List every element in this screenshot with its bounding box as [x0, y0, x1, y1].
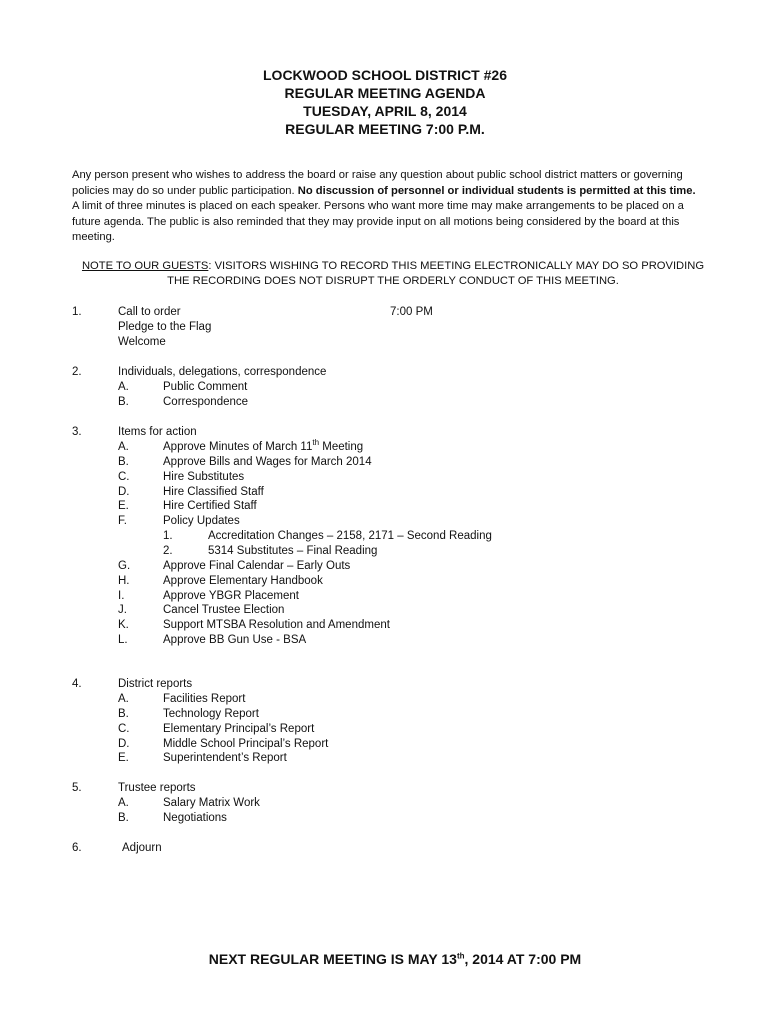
item-1-line-2: Pledge to the Flag: [118, 321, 212, 333]
item-1-title: Call to order: [118, 306, 181, 318]
item-3-sub-letter: H.: [118, 575, 130, 587]
item-5-title: Trustee reports: [118, 782, 196, 794]
guest-note-text: : VISITORS WISHING TO RECORD THIS MEETING ELECTRONICALLY MAY DO SO PROVIDING THE RECORDING DOES NOT DISRUPT THE ORDERLY CONDUCT OF THIS MEETING.: [167, 260, 705, 287]
item-5-sub-letter: A.: [118, 797, 129, 809]
item-3-sub-text: Policy Updates: [163, 515, 240, 527]
item-5-sub-text: Salary Matrix Work: [163, 797, 260, 809]
item-3-sub-text: Approve YBGR Placement: [163, 590, 299, 602]
item-3-sub-text: Approve Final Calendar – Early Outs: [163, 560, 351, 572]
item-4-sub-text: Middle School Principal’s Report: [163, 738, 329, 750]
item-3-sub-text: Approve BB Gun Use - BSA: [163, 634, 307, 646]
item-3-sub-letter: B.: [118, 456, 129, 468]
item-3-sub-text: Hire Classified Staff: [163, 486, 264, 498]
guest-note: [72, 259, 714, 289]
policy-update-number: 2.: [163, 545, 173, 557]
item-4-title: District reports: [118, 678, 193, 690]
policy-update-text: 5314 Substitutes – Final Reading: [208, 545, 378, 557]
item-4-sub-text: Superintendent’s Report: [163, 752, 287, 764]
meeting-time-heading: REGULAR MEETING 7:00 P.M.: [285, 121, 485, 137]
item-3-sub-text: Hire Substitutes: [163, 471, 245, 483]
item-6-title: Adjourn: [122, 842, 162, 854]
next-meeting-notice: NEXT REGULAR MEETING IS MAY 13th, 2014 AT 7:00 PM: [208, 951, 582, 967]
item-3-sub-letter: L.: [118, 634, 128, 646]
district-title: LOCKWOOD SCHOOL DISTRICT #26: [263, 67, 507, 83]
item-5-sub-letter: B.: [118, 812, 129, 824]
item-1-number: 1.: [72, 306, 82, 318]
item-3-sub-letter: I.: [118, 590, 125, 602]
item-2-sub-text: Correspondence: [163, 396, 249, 408]
item-2-sub-letter: B.: [118, 396, 129, 408]
item-3-sub-text: Support MTSBA Resolution and Amendment: [163, 619, 390, 631]
item-2-sub-letter: A.: [118, 381, 129, 393]
item-3-sub-letter: C.: [118, 471, 130, 483]
item-4-sub-text: Elementary Principal’s Report: [163, 723, 315, 735]
item-3-title: Items for action: [118, 426, 197, 438]
item-4-sub-text: Facilities Report: [163, 693, 246, 705]
item-1-line-3: Welcome: [118, 336, 166, 348]
item-4-sub-letter: A.: [118, 693, 129, 705]
item-3-sub-text: Approve Minutes of March 11th Meeting: [163, 438, 364, 453]
item-4-sub-text: Technology Report: [163, 708, 259, 720]
item-5-sub-text: Negotiations: [163, 812, 227, 824]
item-3-sub-letter: F.: [118, 515, 127, 527]
item-3-sub-letter: G.: [118, 560, 131, 572]
item-4-sub-letter: B.: [118, 708, 129, 720]
item-3-sub-letter: K.: [118, 619, 129, 631]
intro-text-1: Any person present who wishes to address the board or raise any question about public school district matters or governing policies may do so under public participation.: [72, 169, 683, 197]
item-5-number: 5.: [72, 782, 82, 794]
item-6-number: 6.: [72, 842, 82, 854]
item-3-sub-letter: A.: [118, 441, 129, 453]
policy-update-number: 1.: [163, 530, 173, 542]
intro-text-2: A limit of three minutes is placed on each speaker. Persons who want more time may make arrangements to be placed on a future agenda. The public is also reminded that they may provide input on all motions being considered by the board at this meeting.: [72, 200, 684, 243]
public-participation-paragraph: [72, 168, 702, 246]
guest-note-label: NOTE TO OUR GUESTS: [81, 260, 209, 272]
item-2-number: 2.: [72, 366, 82, 378]
item-3-sub-text: Approve Bills and Wages for March 2014: [163, 456, 372, 468]
item-3-sub-text: Hire Certified Staff: [163, 500, 257, 512]
item-3-sub-text: Approve Elementary Handbook: [163, 575, 323, 587]
item-4-number: 4.: [72, 678, 82, 690]
meeting-date: TUESDAY, APRIL 8, 2014: [303, 103, 467, 119]
item-3-sub-letter: D.: [118, 486, 130, 498]
item-3-sub-text: Cancel Trustee Election: [163, 604, 285, 616]
policy-update-text: Accreditation Changes – 2158, 2171 – Second Reading: [208, 530, 492, 542]
item-2-sub-text: Public Comment: [163, 381, 248, 393]
item-2-title: Individuals, delegations, correspondence: [118, 366, 327, 378]
item-4-sub-letter: E.: [118, 752, 129, 764]
item-4-sub-letter: D.: [118, 738, 130, 750]
agenda-title: REGULAR MEETING AGENDA: [284, 85, 486, 101]
item-4-sub-letter: C.: [118, 723, 130, 735]
item-1-time: 7:00 PM: [390, 306, 433, 318]
item-3-sub-letter: J.: [118, 604, 127, 616]
item-3-number: 3.: [72, 426, 82, 438]
item-3-sub-letter: E.: [118, 500, 129, 512]
intro-bold-text: No discussion of personnel or individual students is permitted at this time.: [297, 184, 696, 197]
